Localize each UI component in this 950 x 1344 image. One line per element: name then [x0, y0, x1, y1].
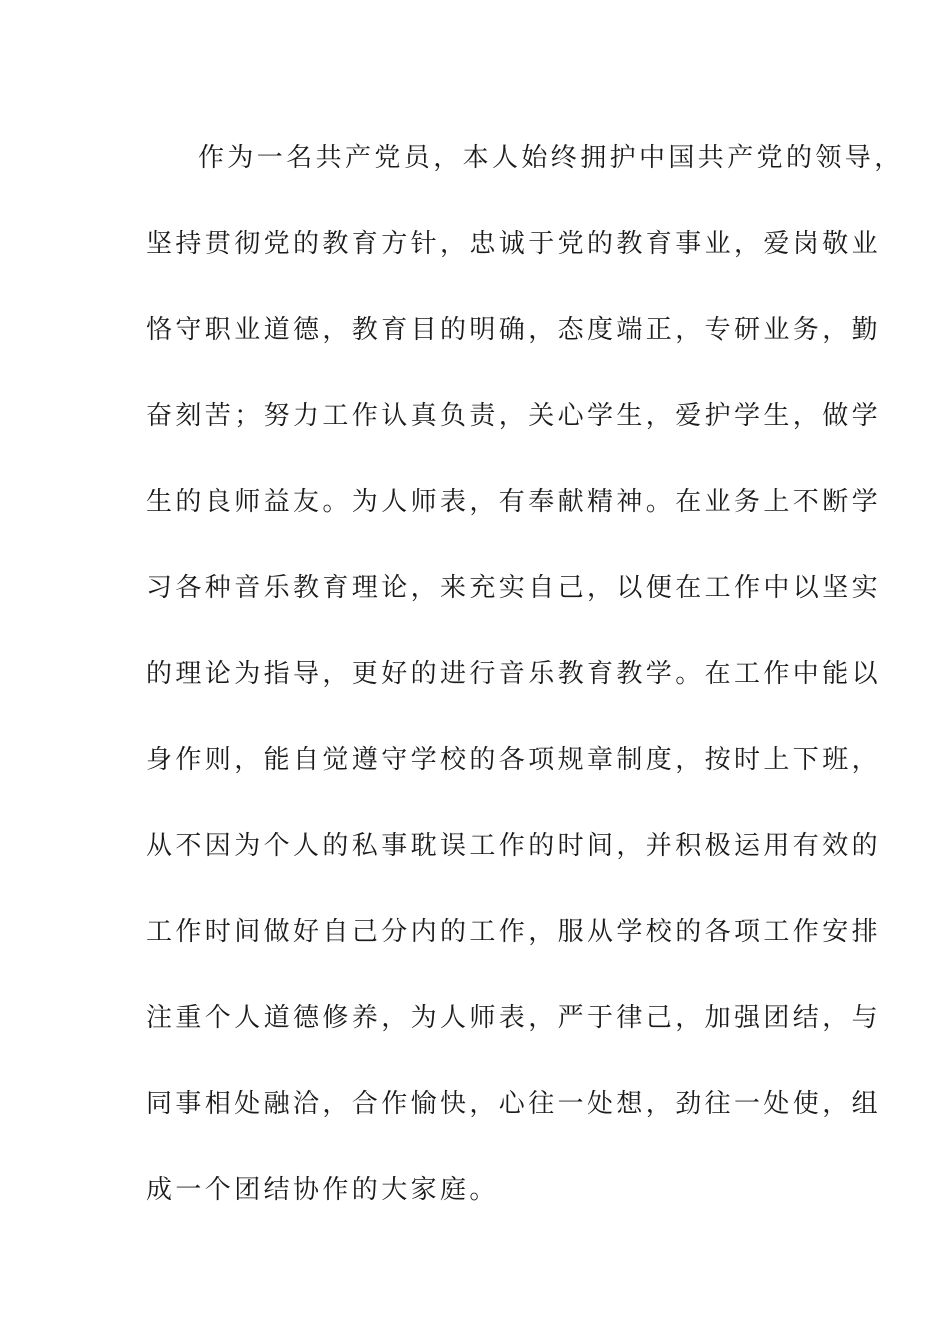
paragraph-line: 恪守职业道德，教育目的明确，态度端正，专研业务，勤 [146, 315, 882, 345]
paragraph-line: 的理论为指导，更好的进行音乐教育教学。在工作中能以 [146, 659, 882, 689]
paragraph-line: 成一个团结协作的大家庭。 [146, 1175, 499, 1205]
paragraph-line: 从不因为个人的私事耽误工作的时间，并积极运用有效的 [146, 831, 882, 861]
paragraph-line: 奋刻苦；努力工作认真负责，关心学生，爱护学生，做学 [146, 401, 882, 431]
paragraph-line: 习各种音乐教育理论，来充实自己，以便在工作中以坚实 [146, 573, 882, 603]
paragraph-line: 身作则，能自觉遵守学校的各项规章制度，按时上下班， [146, 745, 882, 775]
paragraph-line: 作为一名共产党员，本人始终拥护中国共产党的领导， [198, 143, 904, 173]
paragraph-line: 同事相处融洽，合作愉快，心往一处想，劲往一处使，组 [146, 1089, 882, 1119]
paragraph-line: 工作时间做好自己分内的工作，服从学校的各项工作安排 [146, 917, 882, 947]
paragraph-line: 注重个人道德修养，为人师表，严于律己，加强团结，与 [146, 1003, 882, 1033]
paragraph-line: 生的良师益友。为人师表，有奉献精神。在业务上不断学 [146, 487, 882, 517]
paragraph-line: 坚持贯彻党的教育方针，忠诚于党的教育事业，爱岗敬业 [146, 229, 882, 259]
